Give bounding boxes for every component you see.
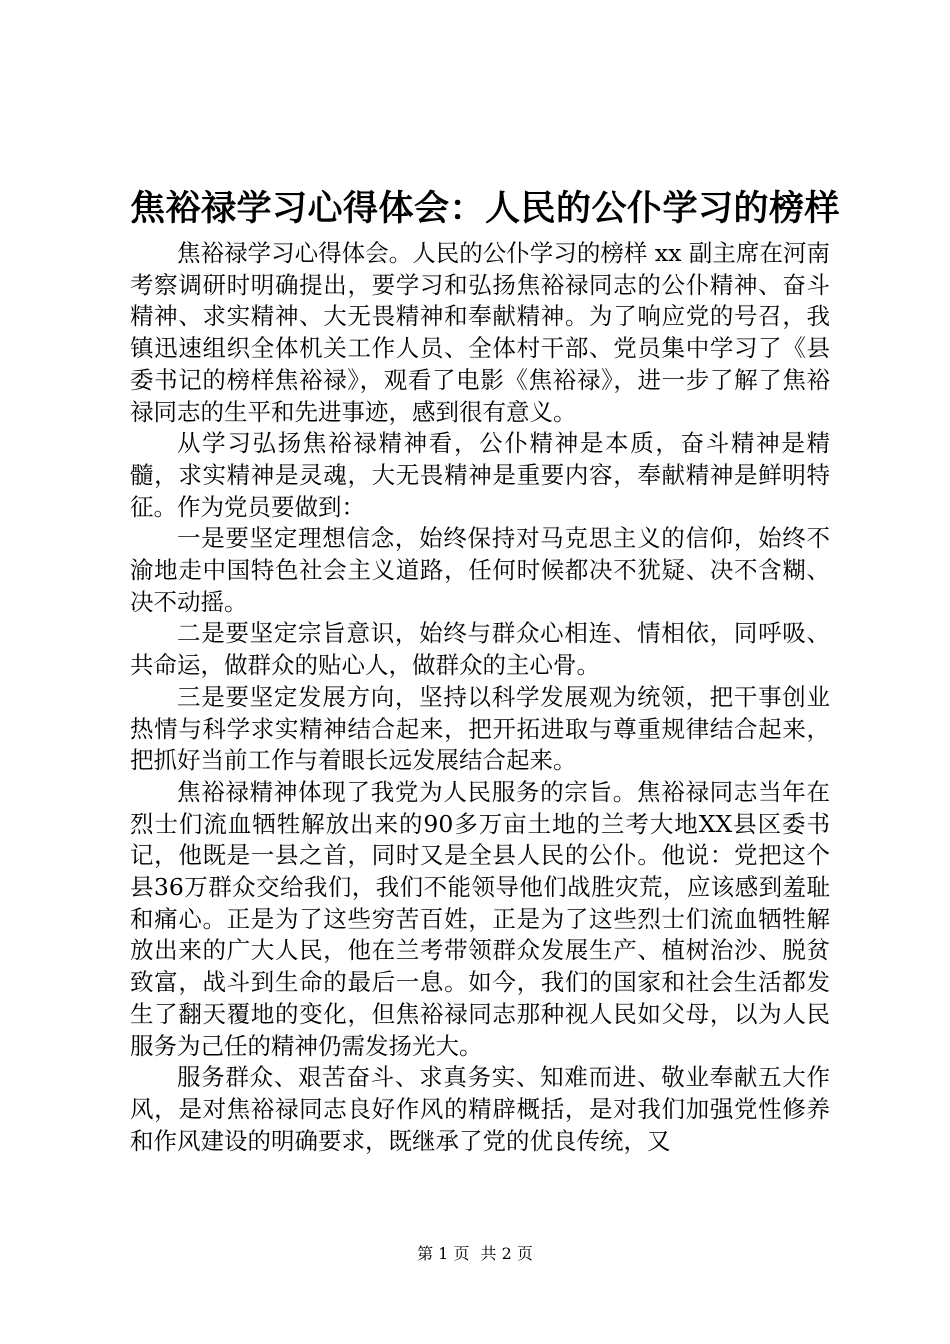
page-footer: [0, 1244, 950, 1264]
paragraph-point-one: 一是要坚定理想信念，始终保持对马克思主义的信仰，始终不渝地走中国特色社会主义道路，任何时候都决不犹疑、决不含糊、决不动摇。: [130, 524, 830, 616]
paragraph-intro: 焦裕禄学习心得体会。人民的公仆学习的榜样 xx 副主席在河南考察调研时明确提出，要学习和弘扬焦裕禄同志的公仆精神、奋斗精神、求实精神、大无畏精神和奉献精神。为了响应党的号召，我镇迅速组织全体机关工作人员、全体村干部、党员集中学习了《县委书记的榜样焦裕禄》，观看了电影《焦裕禄》，进一步了解了焦裕禄同志的生平和先进事迹，感到很有意义。: [130, 239, 830, 426]
paragraph-point-three: 三是要坚定发展方向，坚持以科学发展观为统领，把干事创业热情与科学求实精神结合起来，把开拓进取与尊重规律结合起来，把抓好当前工作与着眼长远发展结合起来。: [130, 682, 830, 775]
paragraph-spirit: 从学习弘扬焦裕禄精神看，公仆精神是本质，奋斗精神是精髓，求实精神是灵魂，大无畏精神是重要内容，奉献精神是鲜明特征。作为党员要做到：: [130, 429, 830, 521]
document-page: [130, 186, 841, 1157]
paragraph-point-two: 二是要坚定宗旨意识，始终与群众心相连、情相依，同呼吸、共命运，做群众的贴心人，做群众的主心骨。: [130, 619, 830, 680]
document-body: [130, 238, 830, 1157]
paragraph-work-style: 服务群众、艰苦奋斗、求真务实、知难而进、敬业奉献五大作风，是对焦裕禄同志良好作风的精辟概括，是对我们加强党性修养和作风建设的明确要求，既继承了党的优良传统，又: [130, 1063, 830, 1155]
paragraph-purpose: 焦裕禄精神体现了我党为人民服务的宗旨。焦裕禄同志当年在烈士们流血牺牲解放出来的90多万亩土地的兰考大地XX县区委书记，他既是一县之首，同时又是全县人民的公仆。他说：党把这个县36万群众交给我们，我们不能领导他们战胜灾荒，应该感到羞耻和痛心。正是为了这些穷苦百姓，正是为了这些烈士们流血牺牲解放出来的广大人民，他在兰考带领群众发展生产、植树治沙、脱贫致富，战斗到生命的最后一息。如今，我们的国家和社会生活都发生了翻天覆地的变化，但焦裕禄同志那种视人民如父母，以为人民服务为己任的精神仍需发扬光大。: [130, 777, 830, 1060]
page-total: 共 2 页: [480, 1244, 533, 1263]
document-title: 焦裕禄学习心得体会：人民的公仆学习的榜样: [130, 189, 841, 229]
page-number: 第 1 页: [417, 1244, 470, 1263]
